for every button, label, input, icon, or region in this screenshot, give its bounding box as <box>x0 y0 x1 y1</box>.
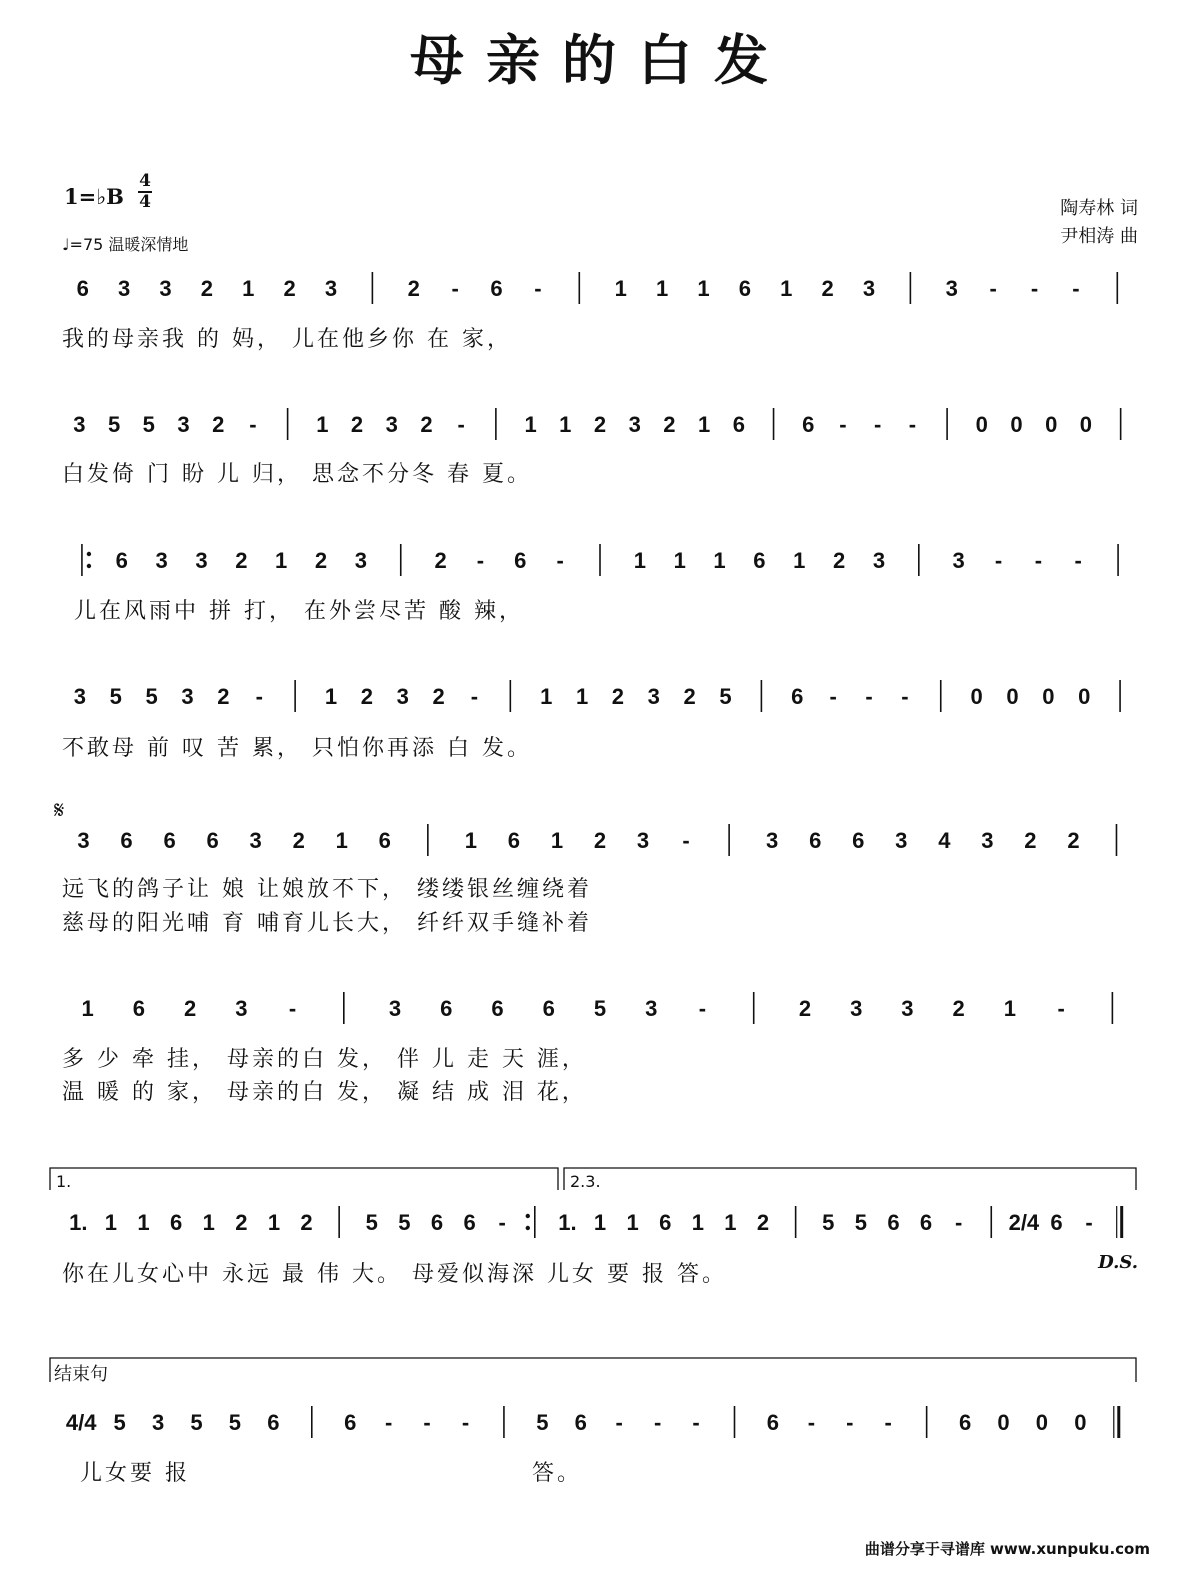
note: 6 <box>120 828 133 853</box>
note: 2 <box>1067 828 1080 853</box>
note: 0 <box>1010 412 1023 437</box>
note: 3 <box>766 828 779 853</box>
note: 6 <box>1050 1210 1063 1235</box>
note: 3 <box>73 684 87 709</box>
note: 1 <box>242 276 255 301</box>
lyric-row-8-end: 答。 <box>532 1461 583 1486</box>
note: 6 <box>463 1210 476 1235</box>
note: 5 <box>593 996 607 1021</box>
note: 1 <box>780 276 793 301</box>
tempo-marking: ♩=75 温暖深情地 <box>62 235 189 254</box>
note: 5 <box>107 412 121 437</box>
note: - <box>698 996 707 1021</box>
footer-source: 曲谱分享于寻谱库 www.xunpuku.com <box>864 1540 1150 1558</box>
note: 4/4 <box>65 1410 97 1435</box>
note: - <box>989 276 997 301</box>
note: 6 <box>958 1410 972 1435</box>
lyric-row-5-verse-2: 慈母的阳光哺 育 哺育儿长大， 纤纤双手缝补着 <box>62 911 592 936</box>
note: 6 <box>753 548 766 573</box>
ds-marking: D.S. <box>1098 1252 1138 1273</box>
ending-label: 结束句 <box>54 1364 108 1385</box>
note: - <box>692 1410 700 1435</box>
note: - <box>1085 1210 1093 1235</box>
note: 2 <box>832 548 846 573</box>
note: - <box>249 412 257 437</box>
note: - <box>1057 996 1065 1021</box>
note: 6 <box>206 828 219 853</box>
note: 1 <box>793 548 806 573</box>
note: 2 <box>300 1210 313 1235</box>
note: - <box>994 548 1003 573</box>
note: 6 <box>440 996 453 1021</box>
note: 1 <box>691 1210 704 1235</box>
note: 1 <box>614 276 627 301</box>
note: 2 <box>283 276 296 301</box>
note: 5 <box>142 412 155 437</box>
note: 6 <box>163 828 176 853</box>
note: 3 <box>647 684 660 709</box>
note: 2 <box>200 276 213 301</box>
note: 6 <box>430 1210 444 1235</box>
note: - <box>884 1410 892 1435</box>
note: - <box>476 548 485 573</box>
note: 6 <box>267 1410 280 1435</box>
note: 3 <box>151 1410 165 1435</box>
note: - <box>653 1410 662 1435</box>
note: 3 <box>850 996 863 1021</box>
note: 3 <box>636 828 650 853</box>
note: 6 <box>809 828 822 853</box>
note: 3 <box>895 828 908 853</box>
note: 3 <box>195 548 208 573</box>
note: - <box>498 1210 506 1235</box>
note: - <box>470 684 479 709</box>
note: 2 <box>292 828 305 853</box>
note: 1 <box>713 548 726 573</box>
note: 2 <box>360 684 373 709</box>
note: 3 <box>388 996 402 1021</box>
note: 3 <box>77 828 90 853</box>
note: - <box>451 276 459 301</box>
note: 2 <box>1024 828 1037 853</box>
note: 2 <box>407 276 420 301</box>
note: - <box>908 412 917 437</box>
repeat-dot <box>526 1214 530 1218</box>
note: 1 <box>633 548 646 573</box>
note: 2 <box>183 996 197 1021</box>
note: 2 <box>432 684 445 709</box>
note: - <box>288 996 297 1021</box>
note: 3 <box>177 412 190 437</box>
note: 6 <box>919 1210 933 1235</box>
ending-bracket <box>50 1358 1136 1382</box>
key-signature: 1=♭B <box>64 184 124 209</box>
note: 1 <box>626 1210 639 1235</box>
note: 0 <box>1079 412 1093 437</box>
note: 2 <box>235 548 248 573</box>
volta-1-label: 1. <box>56 1172 72 1191</box>
note: 1 <box>335 828 348 853</box>
lyric-row-3: 儿在风雨中 拼 打， 在外尝尽苦 酸 辣， <box>74 599 524 624</box>
note: 1 <box>81 996 94 1021</box>
note: 2 <box>756 1210 770 1235</box>
note: 1 <box>698 412 711 437</box>
note: 2 <box>593 412 607 437</box>
note: 3 <box>73 412 86 437</box>
note: 6 <box>378 828 391 853</box>
note: 6 <box>659 1210 672 1235</box>
note: 2 <box>663 412 676 437</box>
note: 3 <box>862 276 876 301</box>
note: 1 <box>724 1210 737 1235</box>
note: 1 <box>202 1210 215 1235</box>
note: 6 <box>791 684 804 709</box>
note: 0 <box>1042 684 1055 709</box>
note: 6 <box>76 276 89 301</box>
note: - <box>829 684 837 709</box>
note: 1 <box>104 1210 118 1235</box>
repeat-dot <box>87 552 91 556</box>
note: 6 <box>344 1410 357 1435</box>
note: 5 <box>719 684 732 709</box>
note: 3 <box>181 684 194 709</box>
note: 2/4 <box>1008 1210 1040 1235</box>
note: 3 <box>249 828 262 853</box>
time-bottom: 4 <box>139 192 151 212</box>
repeat-dot <box>87 564 91 568</box>
lyric-row-6-verse-1: 多 少 牵 挂， 母亲的白 发， 伴 儿 走 天 涯， <box>62 1047 587 1072</box>
note: 6 <box>852 828 865 853</box>
note: 1 <box>559 412 572 437</box>
note: 0 <box>975 412 988 437</box>
note: 2 <box>821 276 834 301</box>
note: 6 <box>542 996 555 1021</box>
note: 6 <box>507 828 521 853</box>
note: 0 <box>1006 684 1019 709</box>
volta-2-label: 2.3. <box>570 1172 601 1191</box>
note: 2 <box>420 412 433 437</box>
note: 5 <box>365 1210 378 1235</box>
repeat-dot <box>526 1226 530 1230</box>
note: 2 <box>212 412 225 437</box>
note: - <box>457 412 465 437</box>
note: 2 <box>350 412 364 437</box>
note: 2 <box>683 684 696 709</box>
note: 5 <box>228 1410 242 1435</box>
note: 3 <box>354 548 368 573</box>
note: 2 <box>217 684 230 709</box>
note: 4 <box>938 828 951 853</box>
lyric-row-6-verse-2: 温 暖 的 家， 母亲的白 发， 凝 结 成 泪 花， <box>62 1080 587 1105</box>
note: 0 <box>997 1410 1010 1435</box>
note: 6 <box>738 276 751 301</box>
note: - <box>1034 548 1043 573</box>
segno-sign: 𝄋 <box>54 796 65 824</box>
note: 3 <box>952 548 965 573</box>
note: 1. <box>69 1210 88 1235</box>
note: 6 <box>132 996 145 1021</box>
song-title: 母亲的白发 <box>410 28 790 92</box>
note: 3 <box>235 996 248 1021</box>
note: 2 <box>434 548 447 573</box>
note: 3 <box>945 276 958 301</box>
note: 2 <box>593 828 607 853</box>
note: - <box>1072 276 1080 301</box>
note: 3 <box>981 828 994 853</box>
composer-credit: 尹相涛 曲 <box>1060 226 1138 247</box>
note: 1 <box>275 548 288 573</box>
lyric-row-2: 白发倚 门 盼 儿 归， 思念不分冬 春 夏。 <box>62 462 532 487</box>
note: 3 <box>117 276 131 301</box>
note: 0 <box>1035 1410 1049 1435</box>
note: 3 <box>901 996 914 1021</box>
note: 3 <box>396 684 409 709</box>
note: 1. <box>558 1210 577 1235</box>
note: - <box>682 828 690 853</box>
note: 3 <box>385 412 398 437</box>
note: 5 <box>398 1210 411 1235</box>
note: - <box>534 276 542 301</box>
note: 1 <box>137 1210 150 1235</box>
note: 3 <box>324 276 338 301</box>
note: 1 <box>524 412 537 437</box>
note: - <box>846 1410 854 1435</box>
note: - <box>1074 548 1082 573</box>
note: - <box>255 684 263 709</box>
note: 3 <box>872 548 886 573</box>
note: 2 <box>314 548 328 573</box>
note: 1 <box>575 684 589 709</box>
note: 6 <box>766 1410 780 1435</box>
note: - <box>901 684 909 709</box>
note: 5 <box>190 1410 203 1435</box>
lyric-row-4: 不敢母 前 叹 苦 累， 只怕你再添 白 发。 <box>62 736 532 761</box>
note: 1 <box>697 276 710 301</box>
note: 6 <box>732 412 745 437</box>
note: 6 <box>514 548 527 573</box>
lyricist-credit: 陶寿林 词 <box>1060 198 1138 219</box>
time-top: 4 <box>139 171 151 191</box>
note: 1 <box>673 548 686 573</box>
note: 0 <box>1074 1410 1087 1435</box>
note: 1 <box>550 828 564 853</box>
note: 5 <box>113 1410 126 1435</box>
note: 1 <box>655 276 669 301</box>
volta-2-bracket <box>564 1168 1136 1190</box>
lyric-row-8: 儿女要 报 <box>80 1461 190 1486</box>
note: 6 <box>115 548 128 573</box>
note: 0 <box>1045 412 1058 437</box>
note: 5 <box>109 684 122 709</box>
note: 2 <box>798 996 812 1021</box>
note: 5 <box>145 684 158 709</box>
note: - <box>1030 276 1039 301</box>
note: 1 <box>1003 996 1017 1021</box>
note: - <box>384 1410 393 1435</box>
lyric-row-7: 你在儿女心中 永远 最 伟 大。 母爱似海深 儿女 要 报 答。 <box>62 1262 727 1287</box>
note: 6 <box>490 276 503 301</box>
note: - <box>615 1410 623 1435</box>
volta-1-bracket <box>50 1168 558 1190</box>
note: 1 <box>267 1210 281 1235</box>
note: 3 <box>645 996 658 1021</box>
note: - <box>865 684 873 709</box>
note: 5 <box>854 1210 867 1235</box>
note: - <box>807 1410 816 1435</box>
note: 1 <box>593 1210 607 1235</box>
note: 6 <box>491 996 504 1021</box>
note: 1 <box>324 684 338 709</box>
note: 2 <box>611 684 625 709</box>
note: 1 <box>540 684 553 709</box>
note: 6 <box>802 412 815 437</box>
note: 3 <box>628 412 641 437</box>
note: 3 <box>159 276 172 301</box>
note: 6 <box>887 1210 900 1235</box>
note: 2 <box>235 1210 248 1235</box>
note: 1 <box>316 412 329 437</box>
note: 5 <box>536 1410 549 1435</box>
note: - <box>955 1210 963 1235</box>
note: 0 <box>970 684 983 709</box>
note: 6 <box>169 1210 183 1235</box>
note: - <box>874 412 882 437</box>
lyric-row-1: 我的母亲我 的 妈， 儿在他乡你 在 家， <box>62 327 512 352</box>
note: - <box>423 1410 431 1435</box>
note: 5 <box>822 1210 835 1235</box>
note: 2 <box>952 996 965 1021</box>
note: - <box>556 548 564 573</box>
note: 3 <box>155 548 168 573</box>
note: 6 <box>574 1410 587 1435</box>
note: 0 <box>1078 684 1091 709</box>
note: 1 <box>464 828 478 853</box>
note: - <box>461 1410 470 1435</box>
lyric-row-5-verse-1: 远飞的鸽子让 娘 让娘放不下， 缕缕银丝缠绕着 <box>62 877 592 902</box>
note: - <box>839 412 847 437</box>
